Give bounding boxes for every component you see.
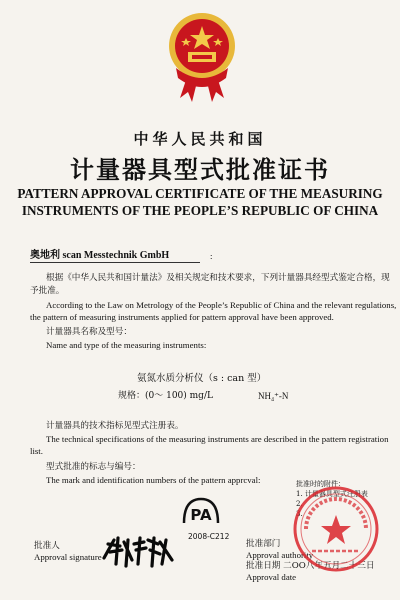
official-seal-icon xyxy=(292,485,380,573)
attachment-note-1: 批准时的附件： xyxy=(296,480,345,488)
mark-label-cn: 型式批准的标志与编号： xyxy=(46,462,141,472)
approval-date-en: Approval date xyxy=(246,572,297,582)
certificate-title-english xyxy=(0,185,400,219)
pa-code: 2008-C212 xyxy=(188,532,230,541)
mark-label-en: The mark and identification numbers of the pattern apprcval: xyxy=(46,475,261,485)
title-en-line-2: INSTRUMENTS OF THE PEOPLE’S REPUBLIC OF CHINA xyxy=(21,203,379,218)
tech-spec-en-2: list. xyxy=(30,446,43,456)
pa-mark-text: PA xyxy=(190,506,212,524)
law-paragraph-en-1: According to the Law on Metrology of the People’s Republic of China and the relevant regulations, xyxy=(46,300,397,310)
approval-date-cn: 批准日期 二OO八年五月二十三日 xyxy=(246,561,375,571)
approval-signature xyxy=(100,530,178,570)
attachment-note-2: 1. 计量器具型式注册表 xyxy=(296,490,368,498)
law-paragraph-cn-1: 根据《中华人民共和国计量法》及相关规定和技术要求，下列计量器具经型式鉴定合格，现 xyxy=(46,273,390,283)
approver-label-en: Approval signature xyxy=(34,552,102,562)
country-title: 中华人民共和国 xyxy=(133,130,267,148)
instrument-spec: 规格：(0～ 100) mg/L xyxy=(118,391,213,401)
instrument-name: 氨氮水质分析仪（s : can 型） xyxy=(137,373,267,384)
authority-label-en: Approval authority xyxy=(246,550,314,560)
law-paragraph-cn-2: 予批准。 xyxy=(30,286,65,296)
attachment-note-3: 2. xyxy=(296,500,303,508)
name-label-cn: 计量器具名称及型号： xyxy=(46,327,132,337)
approver-label-cn: 批准人 xyxy=(34,541,60,551)
national-emblem-icon xyxy=(166,6,238,118)
company-colon: : xyxy=(210,251,213,261)
name-label-en: Name and type of the measuring instruments: xyxy=(46,340,207,350)
law-paragraph-en-2: the pattern of measuring instruments applied for pattern approval have been approved. xyxy=(30,312,334,322)
attachment-note-4: 3. xyxy=(296,510,303,518)
certificate-title: 计量器具型式批准证书 xyxy=(70,155,330,184)
pa-mark-icon xyxy=(180,497,222,525)
authority-label-cn: 批准部门 xyxy=(246,539,281,549)
company-name: 奥地利 scan Messtechnik GmbH xyxy=(30,250,200,263)
instrument-parameter: NH₄⁺-N xyxy=(258,391,289,401)
tech-spec-cn: 计量器具的技术指标见型式注册表。 xyxy=(46,421,184,431)
tech-spec-en-1: The technical specifications of the measuring instruments are described in the pattern registration xyxy=(46,434,389,444)
title-en-line-1: PATTERN APPROVAL CERTIFICATE OF THE MEASURING xyxy=(17,186,383,201)
